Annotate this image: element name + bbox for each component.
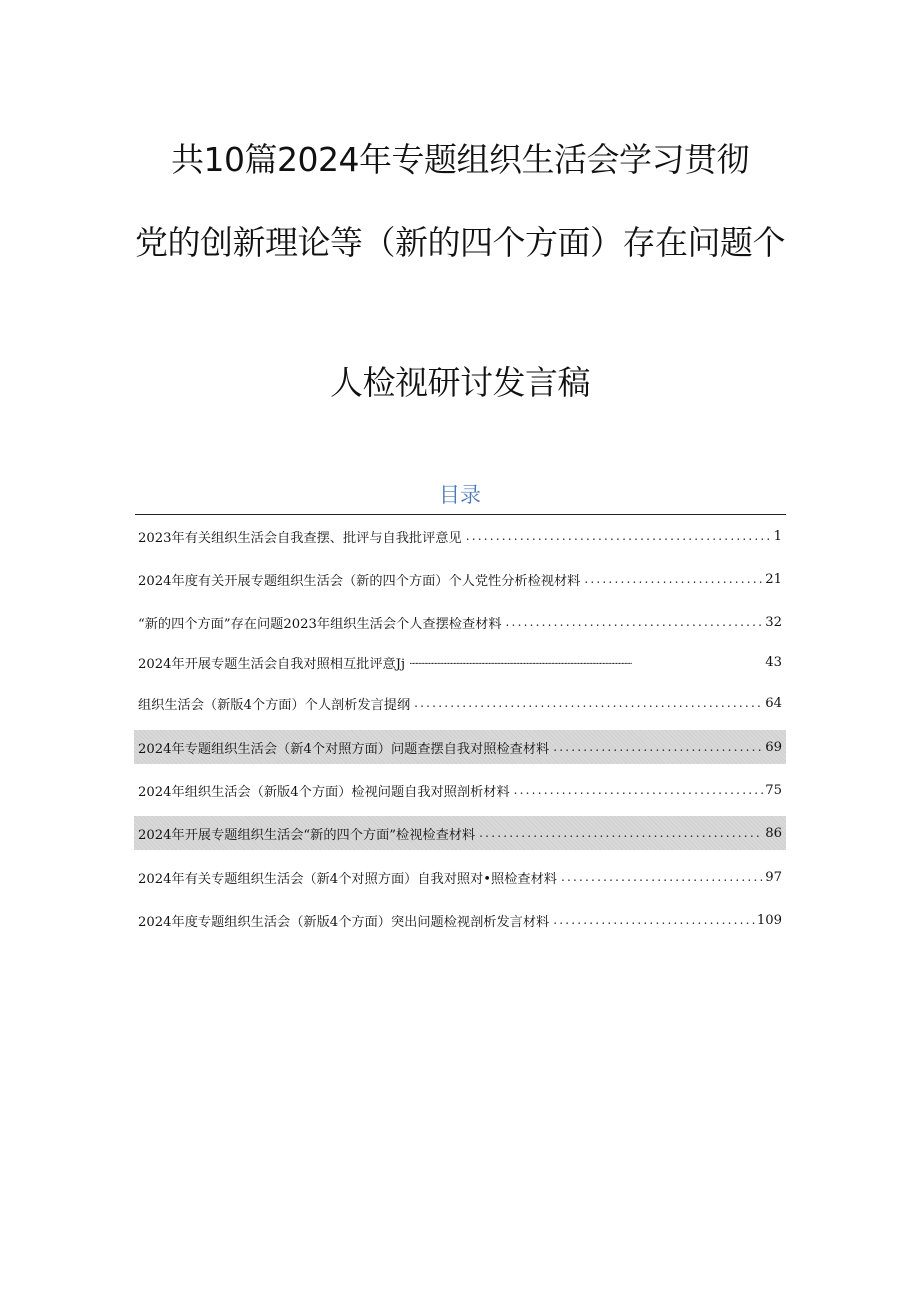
toc-leader-dots: [553, 740, 763, 754]
toc-leader-dots: [561, 870, 763, 884]
toc-entry-title: 2024年度有关开展专题组织生活会（新的四个方面）个人党性分析检视材料: [138, 573, 581, 589]
toc-entry-title: 2024年开展专题生活会自我对照相互批评意Jj: [138, 656, 406, 672]
toc-heading: 目录: [439, 483, 481, 507]
toc-entry-title: “新的四个方面”存在问题2023年组织生活会个人查摆检查材料: [138, 616, 502, 632]
toc-entry-page: 32: [765, 614, 782, 630]
toc-entry-page: 97: [765, 869, 782, 885]
toc-entry-title: 2024年组织生活会（新版4个方面）检视问题自我对照剖析材料: [138, 784, 510, 800]
toc-leader-dots: [466, 529, 772, 543]
toc-entry-page: 1: [773, 528, 782, 544]
toc-entry-10[interactable]: [134, 903, 786, 937]
toc-entry-page: 86: [765, 825, 782, 841]
toc-entry-title: 2024年有关专题组织生活会（新4个对照方面）自我对照对•照检查材料: [138, 871, 557, 887]
toc-leader-dots: [414, 696, 763, 710]
toc-entry-1[interactable]: [134, 519, 786, 553]
toc-entry-5[interactable]: [134, 686, 786, 720]
toc-entry-page: 43: [765, 654, 782, 670]
toc-entry-9[interactable]: [134, 860, 786, 894]
title-line-1: 共10篇2024年专题组织生活会学习贯彻: [171, 140, 749, 179]
toc-entry-page: 109: [756, 912, 782, 928]
toc-entry-title: 2023年有关组织生活会自我查摆、批评与自我批评意见: [138, 530, 462, 546]
toc-entry-3[interactable]: [134, 605, 786, 639]
title-line-2: 党的创新理论等（新的四个方面）存在问题个: [135, 223, 785, 262]
toc-entry-title: 组织生活会（新版4个方面）个人剖析发言提纲: [138, 697, 411, 713]
toc-entry-7[interactable]: [134, 773, 786, 807]
toc-entry-2[interactable]: [134, 562, 786, 596]
toc-entry-title: 2024年度专题组织生活会（新版4个方面）突出问题检视剖析发言材料: [138, 914, 550, 930]
toc-leader-dots: [479, 826, 763, 840]
toc-leader-dots: [409, 657, 763, 667]
title-line-3: 人检视研讨发言稿: [330, 363, 590, 402]
toc-entry-page: 75: [765, 782, 782, 798]
toc-entry-8[interactable]: [134, 816, 786, 850]
toc-leader-dots: [506, 615, 764, 629]
toc-entry-page: 69: [765, 739, 782, 755]
toc-entry-page: 64: [765, 695, 782, 711]
toc-entry-title: 2024年专题组织生活会（新4个对照方面）问题查摆自我对照检查材料: [138, 741, 550, 757]
toc-leader-dots: [514, 783, 764, 797]
toc-entry-title: 2024年开展专题组织生活会“新的四个方面”检视检查材料: [138, 827, 476, 843]
toc-entry-4[interactable]: [134, 645, 786, 679]
toc-entry-6[interactable]: [134, 730, 786, 764]
toc-entry-page: 21: [765, 571, 782, 587]
toc-divider: [135, 514, 786, 515]
toc-leader-dots: [584, 572, 763, 586]
toc-leader-dots: [553, 913, 755, 927]
